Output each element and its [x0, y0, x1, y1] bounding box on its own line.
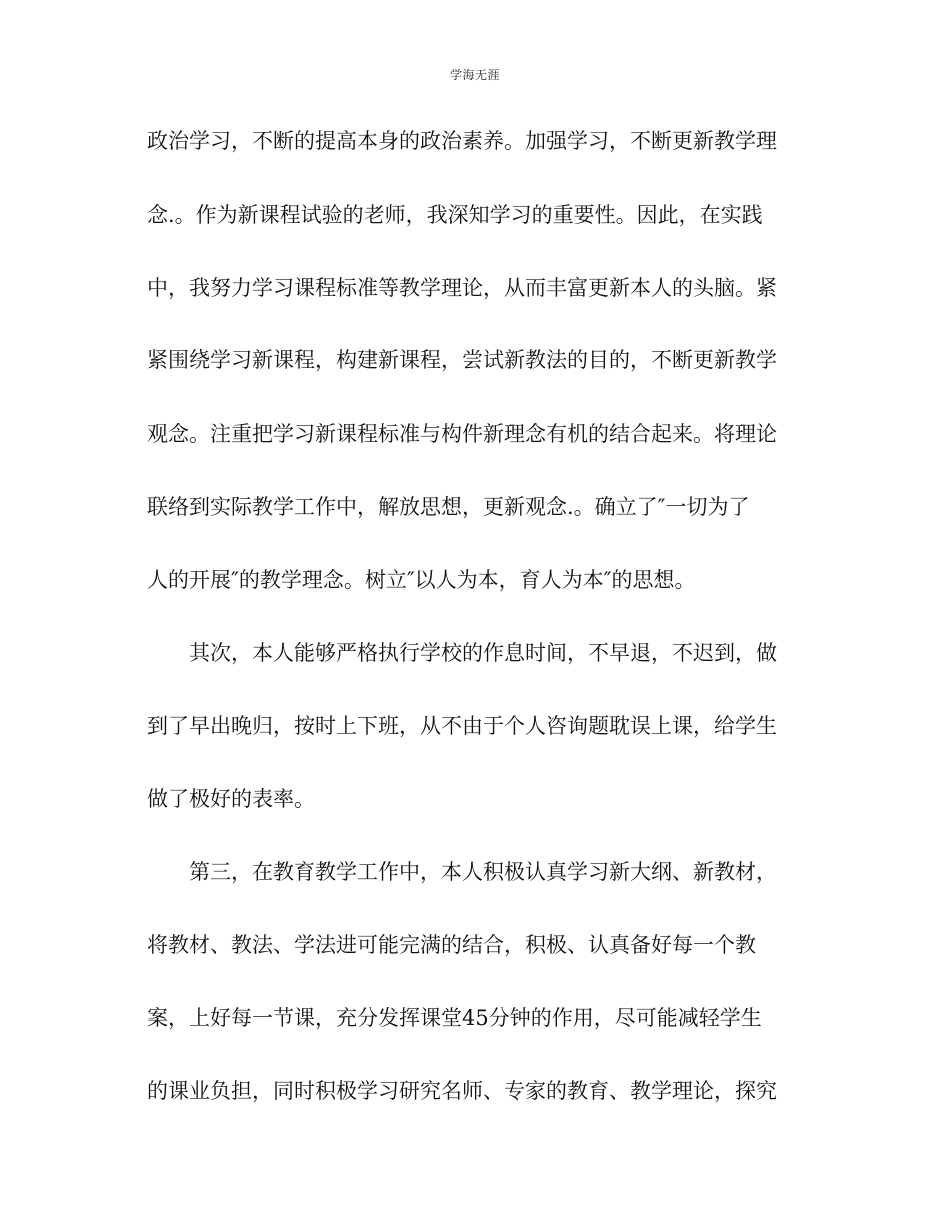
paragraph-first-line: 第三，在教育教学工作中，本人积极认真学习新大纲、新教材，	[189, 860, 777, 884]
text-line: 人的开展″的教学理念。树立″以人为本，育人为本″的思想。	[147, 568, 696, 592]
text-line: 的课业负担，同时积极学习研究名师、专家的教育、教学理论，探究	[147, 1079, 777, 1103]
text-line: 中，我努力学习课程标准等教学理论，从而丰富更新本人的头脑。紧	[147, 276, 777, 300]
text-line: 念.。作为新课程试验的老师，我深知学习的重要性。因此，在实践	[147, 203, 763, 227]
text-line: 联络到实际教学工作中，解放思想，更新观念.。确立了″一切为了	[147, 495, 750, 519]
page-header: 学海无涯	[449, 68, 500, 82]
text-line: 紧围绕学习新课程，构建新课程，尝试新教法的目的，不断更新教学	[147, 348, 777, 372]
text-line: 做了极好的表率。	[147, 787, 315, 811]
paragraph-first-line: 其次，本人能够严格执行学校的作息时间，不早退，不迟到，做	[189, 641, 777, 665]
text-line: 将教材、教法、学法进可能完满的结合，积极、认真备好每一个教	[147, 933, 756, 957]
text-line: 观念。注重把学习新课程标准与构件新理念有机的结合起来。将理论	[147, 422, 777, 446]
text-line: 案，上好每一节课，充分发挥课堂45分钟的作用，尽可能减轻学生	[147, 1006, 762, 1030]
text-line: 政治学习，不断的提高本身的政治素养。加强学习，不断更新教学理	[147, 129, 777, 153]
text-line: 到了早出晚归，按时上下班，从不由于个人咨询题耽误上课，给学生	[147, 714, 777, 738]
